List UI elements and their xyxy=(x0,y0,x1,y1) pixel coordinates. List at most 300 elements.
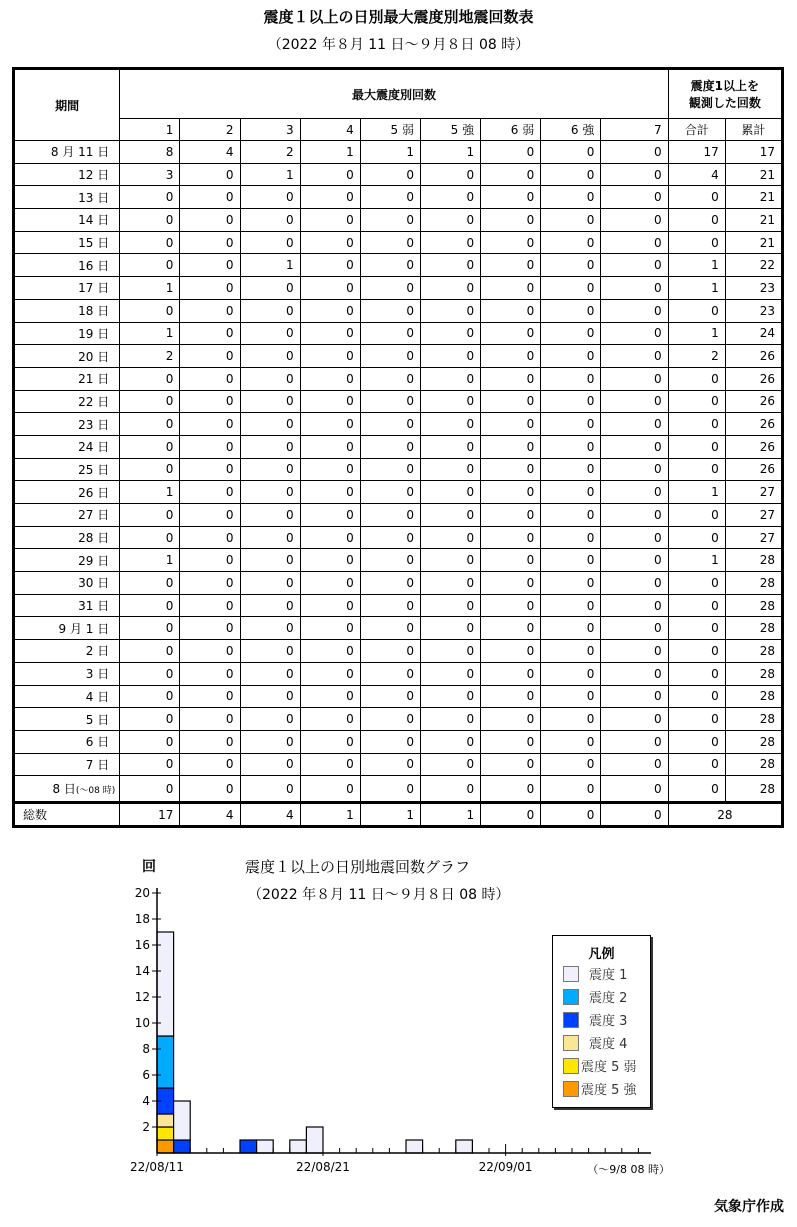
period-label: 12 日 xyxy=(78,168,110,183)
legend-label: 震度 2 xyxy=(589,991,628,1006)
period-label: 14 日 xyxy=(78,213,110,228)
period-cell xyxy=(14,753,120,776)
legend-label: 震度 1 xyxy=(589,968,628,983)
count-cell: 0 xyxy=(420,345,480,368)
bar-segment xyxy=(174,1140,191,1153)
count-cell: 0 xyxy=(300,209,360,232)
total-cell: 17 xyxy=(120,803,180,827)
period-label: 15 日 xyxy=(78,236,110,251)
period-cell xyxy=(14,458,120,481)
count-cell: 0 xyxy=(240,594,300,617)
legend-label: 震度 3 xyxy=(589,1014,628,1029)
count-cell: 0 xyxy=(180,299,240,322)
legend-label: 震度 5 弱 xyxy=(581,1060,637,1075)
count-cell: 0 xyxy=(120,594,180,617)
count-cell: 0 xyxy=(601,390,668,413)
count-cell: 0 xyxy=(420,186,480,209)
count-cell: 0 xyxy=(120,390,180,413)
count-cell: 0 xyxy=(300,345,360,368)
count-cell: 28 xyxy=(725,776,782,803)
period-cell xyxy=(14,299,120,322)
count-cell: 0 xyxy=(601,141,668,164)
column-header: 合計 xyxy=(668,119,725,141)
count-cell: 0 xyxy=(360,662,420,685)
count-cell: 0 xyxy=(601,299,668,322)
earthquake-count-table xyxy=(12,67,784,828)
bar-segment xyxy=(157,1127,174,1140)
chart-subtitle: （2022 年８月 11 日～９月８日 08 時） xyxy=(248,887,510,903)
count-cell: 28 xyxy=(725,594,782,617)
count-cell: 0 xyxy=(240,662,300,685)
count-cell: 0 xyxy=(541,640,601,663)
count-cell: 26 xyxy=(725,390,782,413)
count-cell: 0 xyxy=(668,753,725,776)
legend-item xyxy=(553,1077,650,1100)
period-label: 18 日 xyxy=(78,304,110,319)
svg-text:2: 2 xyxy=(142,1120,150,1134)
count-cell: 0 xyxy=(120,776,180,803)
bar-segment xyxy=(456,1140,473,1153)
count-cell: 21 xyxy=(725,163,782,186)
count-cell: 0 xyxy=(601,617,668,640)
count-cell: 0 xyxy=(120,526,180,549)
chart-title: 震度１以上の日別地震回数グラフ xyxy=(245,858,471,876)
svg-text:22/08/11: 22/08/11 xyxy=(130,1160,184,1174)
count-cell: 0 xyxy=(360,163,420,186)
count-cell: 0 xyxy=(668,685,725,708)
count-cell: 0 xyxy=(420,504,480,527)
count-cell: 0 xyxy=(601,345,668,368)
count-cell: 0 xyxy=(668,730,725,753)
count-cell: 0 xyxy=(420,435,480,458)
period-label: 17 日 xyxy=(78,281,110,296)
count-cell: 0 xyxy=(360,458,420,481)
count-cell: 0 xyxy=(601,776,668,803)
count-cell: 0 xyxy=(360,367,420,390)
count-cell: 0 xyxy=(668,640,725,663)
count-cell: 26 xyxy=(725,345,782,368)
count-cell: 0 xyxy=(420,390,480,413)
bar-segment xyxy=(157,1114,174,1127)
count-cell: 0 xyxy=(420,322,480,345)
count-cell: 0 xyxy=(120,413,180,436)
count-cell: 0 xyxy=(300,617,360,640)
count-cell: 0 xyxy=(240,526,300,549)
count-cell: 0 xyxy=(180,549,240,572)
count-cell: 0 xyxy=(240,299,300,322)
count-cell: 0 xyxy=(240,640,300,663)
count-cell: 0 xyxy=(420,413,480,436)
count-cell: 0 xyxy=(481,481,541,504)
count-cell: 1 xyxy=(360,141,420,164)
period-cell xyxy=(14,390,120,413)
count-cell: 0 xyxy=(180,413,240,436)
period-label: 6 日 xyxy=(85,735,110,750)
period-label: 9 月 1 日 xyxy=(58,621,110,636)
count-cell: 0 xyxy=(601,753,668,776)
table-header-row xyxy=(14,69,783,119)
count-cell: 0 xyxy=(300,662,360,685)
count-cell: 0 xyxy=(481,685,541,708)
count-cell: 28 xyxy=(725,572,782,595)
table-row xyxy=(14,458,783,481)
table-row xyxy=(14,549,783,572)
table-row xyxy=(14,186,783,209)
bar-segment xyxy=(240,1140,257,1153)
table-row xyxy=(14,481,783,504)
count-cell: 0 xyxy=(240,776,300,803)
count-cell: 0 xyxy=(120,708,180,731)
count-cell: 0 xyxy=(360,390,420,413)
count-cell: 28 xyxy=(725,662,782,685)
count-cell: 0 xyxy=(481,299,541,322)
count-cell: 0 xyxy=(420,662,480,685)
count-cell: 0 xyxy=(481,163,541,186)
count-cell: 0 xyxy=(541,526,601,549)
max-intensity-group-header: 最大震度別回数 xyxy=(120,69,668,119)
period-cell xyxy=(14,662,120,685)
count-cell: 0 xyxy=(120,209,180,232)
table-row xyxy=(14,163,783,186)
count-cell: 23 xyxy=(725,277,782,300)
count-cell: 28 xyxy=(725,549,782,572)
legend-label: 震度 4 xyxy=(589,1037,628,1052)
count-cell: 0 xyxy=(481,549,541,572)
legend-swatch-icon xyxy=(563,1081,579,1097)
y-axis-unit-label: 回 xyxy=(142,859,156,875)
count-cell: 0 xyxy=(300,367,360,390)
svg-text:16: 16 xyxy=(134,938,150,952)
period-cell xyxy=(14,413,120,436)
table-row xyxy=(14,504,783,527)
count-cell: 0 xyxy=(180,345,240,368)
table-row xyxy=(14,141,783,164)
count-cell: 0 xyxy=(541,594,601,617)
count-cell: 1 xyxy=(668,277,725,300)
count-cell: 1 xyxy=(420,141,480,164)
period-cell xyxy=(14,708,120,731)
period-label: 2 日 xyxy=(85,644,110,659)
count-cell: 28 xyxy=(725,753,782,776)
period-cell xyxy=(14,572,120,595)
count-cell: 0 xyxy=(120,254,180,277)
count-cell: 0 xyxy=(420,617,480,640)
period-cell xyxy=(14,345,120,368)
count-cell: 0 xyxy=(481,141,541,164)
count-cell: 0 xyxy=(601,277,668,300)
count-cell: 0 xyxy=(300,277,360,300)
count-cell: 0 xyxy=(541,322,601,345)
count-cell: 0 xyxy=(420,640,480,663)
count-cell: 0 xyxy=(541,435,601,458)
period-cell xyxy=(14,594,120,617)
count-cell: 0 xyxy=(240,186,300,209)
period-cell xyxy=(14,186,120,209)
period-label: 24 日 xyxy=(78,440,110,455)
count-cell: 0 xyxy=(541,549,601,572)
count-cell: 0 xyxy=(240,753,300,776)
table-row xyxy=(14,209,783,232)
count-cell: 0 xyxy=(420,549,480,572)
count-cell: 0 xyxy=(481,753,541,776)
count-cell: 0 xyxy=(601,231,668,254)
count-cell: 26 xyxy=(725,458,782,481)
count-cell: 0 xyxy=(120,572,180,595)
count-cell: 0 xyxy=(601,413,668,436)
count-cell: 0 xyxy=(180,458,240,481)
table-row xyxy=(14,367,783,390)
count-cell: 0 xyxy=(481,345,541,368)
count-cell: 21 xyxy=(725,209,782,232)
legend-swatch-icon xyxy=(563,989,579,1005)
count-cell: 0 xyxy=(360,640,420,663)
count-cell: 0 xyxy=(601,254,668,277)
count-cell: 0 xyxy=(420,367,480,390)
total-cell: 4 xyxy=(180,803,240,827)
svg-text:14: 14 xyxy=(134,964,150,978)
column-header: 5 弱 xyxy=(360,119,420,141)
count-cell: 0 xyxy=(601,685,668,708)
count-cell: 0 xyxy=(120,231,180,254)
count-cell: 0 xyxy=(300,458,360,481)
total-cell: 0 xyxy=(541,803,601,827)
count-cell: 0 xyxy=(180,209,240,232)
column-header: 6 強 xyxy=(541,119,601,141)
count-cell: 0 xyxy=(180,322,240,345)
count-cell: 0 xyxy=(601,594,668,617)
period-label: 31 日 xyxy=(78,599,110,614)
count-cell: 1 xyxy=(120,549,180,572)
count-cell: 0 xyxy=(360,231,420,254)
count-cell: 0 xyxy=(420,572,480,595)
count-cell: 1 xyxy=(300,141,360,164)
period-cell xyxy=(14,504,120,527)
totals-row xyxy=(14,803,783,827)
column-header: 4 xyxy=(300,119,360,141)
count-cell: 0 xyxy=(360,277,420,300)
svg-text:10: 10 xyxy=(134,1016,150,1030)
count-cell: 0 xyxy=(481,413,541,436)
count-cell: 0 xyxy=(481,594,541,617)
count-cell: 0 xyxy=(601,504,668,527)
count-cell: 0 xyxy=(360,753,420,776)
count-cell: 0 xyxy=(300,390,360,413)
count-cell: 0 xyxy=(120,662,180,685)
legend-swatch-icon xyxy=(563,1035,579,1051)
count-cell: 0 xyxy=(180,594,240,617)
count-cell: 0 xyxy=(668,390,725,413)
count-cell: 1 xyxy=(120,481,180,504)
count-cell: 0 xyxy=(180,662,240,685)
period-label: 5 日 xyxy=(85,712,110,727)
table-row xyxy=(14,526,783,549)
count-cell: 0 xyxy=(180,186,240,209)
count-cell: 0 xyxy=(360,617,420,640)
svg-text:（～9/8 08 時）: （～9/8 08 時） xyxy=(587,1163,670,1176)
legend-item xyxy=(553,1031,650,1054)
count-cell: 0 xyxy=(481,254,541,277)
table-row xyxy=(14,435,783,458)
count-cell: 0 xyxy=(300,549,360,572)
count-cell: 23 xyxy=(725,299,782,322)
table-row xyxy=(14,662,783,685)
count-cell: 0 xyxy=(481,730,541,753)
svg-text:22/09/01: 22/09/01 xyxy=(478,1160,533,1174)
count-cell: 0 xyxy=(180,753,240,776)
total-cell: 1 xyxy=(300,803,360,827)
table-row xyxy=(14,322,783,345)
table-row xyxy=(14,685,783,708)
observed-count-group-header xyxy=(668,69,782,119)
count-cell: 0 xyxy=(300,526,360,549)
count-cell: 0 xyxy=(300,322,360,345)
period-label: 7 日 xyxy=(85,757,110,772)
count-cell: 0 xyxy=(420,526,480,549)
count-cell: 0 xyxy=(481,504,541,527)
observed-header-line2: 観測した回数 xyxy=(688,96,761,110)
count-cell: 0 xyxy=(420,163,480,186)
count-cell: 0 xyxy=(420,776,480,803)
count-cell: 3 xyxy=(120,163,180,186)
count-cell: 0 xyxy=(601,186,668,209)
period-cell xyxy=(14,209,120,232)
count-cell: 0 xyxy=(481,209,541,232)
count-cell: 2 xyxy=(668,345,725,368)
count-cell: 0 xyxy=(360,572,420,595)
count-cell: 1 xyxy=(240,163,300,186)
count-cell: 0 xyxy=(420,458,480,481)
table-row xyxy=(14,640,783,663)
count-cell: 0 xyxy=(360,504,420,527)
count-cell: 0 xyxy=(668,299,725,322)
count-cell: 0 xyxy=(240,322,300,345)
count-cell: 0 xyxy=(668,458,725,481)
svg-text:20: 20 xyxy=(134,886,150,900)
count-cell: 0 xyxy=(541,231,601,254)
count-cell: 0 xyxy=(541,458,601,481)
count-cell: 0 xyxy=(360,685,420,708)
count-cell: 0 xyxy=(300,753,360,776)
count-cell: 0 xyxy=(300,708,360,731)
bar-segment xyxy=(306,1127,323,1153)
count-cell: 0 xyxy=(541,367,601,390)
count-cell: 0 xyxy=(180,367,240,390)
count-cell: 0 xyxy=(120,617,180,640)
table-row xyxy=(14,753,783,776)
count-cell: 0 xyxy=(420,685,480,708)
period-label: 26 日 xyxy=(78,485,110,500)
count-cell: 0 xyxy=(300,435,360,458)
period-cell xyxy=(14,163,120,186)
period-cell xyxy=(14,526,120,549)
count-cell: 0 xyxy=(240,435,300,458)
count-cell: 0 xyxy=(420,277,480,300)
count-cell: 0 xyxy=(240,708,300,731)
count-cell: 0 xyxy=(120,186,180,209)
count-cell: 0 xyxy=(420,708,480,731)
count-cell: 0 xyxy=(300,504,360,527)
count-cell: 0 xyxy=(360,186,420,209)
page-title: 震度１以上の日別最大震度別地震回数表 xyxy=(263,8,534,26)
count-cell: 0 xyxy=(420,254,480,277)
period-label: 4 日 xyxy=(85,689,110,704)
count-cell: 0 xyxy=(240,572,300,595)
legend-title: 凡例 xyxy=(588,947,615,962)
count-cell: 0 xyxy=(420,594,480,617)
period-label: 28 日 xyxy=(78,531,110,546)
count-cell: 0 xyxy=(180,685,240,708)
count-cell: 0 xyxy=(120,504,180,527)
period-label: 13 日 xyxy=(78,190,110,205)
count-cell: 0 xyxy=(360,708,420,731)
count-cell: 0 xyxy=(360,254,420,277)
period-label: 25 日 xyxy=(78,462,110,477)
count-cell: 0 xyxy=(541,662,601,685)
count-cell: 0 xyxy=(481,435,541,458)
count-cell: 0 xyxy=(601,367,668,390)
count-cell: 0 xyxy=(668,594,725,617)
period-cell xyxy=(14,617,120,640)
svg-text:12: 12 xyxy=(134,990,150,1004)
period-cell xyxy=(14,481,120,504)
period-label: 8 日 xyxy=(52,782,76,797)
count-cell: 0 xyxy=(420,231,480,254)
count-cell: 0 xyxy=(180,526,240,549)
count-cell: 0 xyxy=(240,549,300,572)
table-row xyxy=(14,776,783,803)
period-cell xyxy=(14,435,120,458)
count-cell: 0 xyxy=(668,231,725,254)
bar-segment xyxy=(406,1140,423,1153)
count-cell: 0 xyxy=(668,435,725,458)
count-cell: 0 xyxy=(420,753,480,776)
count-cell: 22 xyxy=(725,254,782,277)
count-cell: 28 xyxy=(725,708,782,731)
count-cell: 0 xyxy=(541,209,601,232)
bar-segment xyxy=(174,1101,191,1140)
count-cell: 0 xyxy=(601,481,668,504)
count-cell: 0 xyxy=(601,730,668,753)
count-cell: 0 xyxy=(240,345,300,368)
total-cell: 0 xyxy=(481,803,541,827)
count-cell: 0 xyxy=(180,481,240,504)
column-header: 2 xyxy=(180,119,240,141)
count-cell: 0 xyxy=(180,708,240,731)
svg-text:6: 6 xyxy=(142,1068,150,1082)
count-cell: 0 xyxy=(240,413,300,436)
svg-text:4: 4 xyxy=(142,1094,150,1108)
column-header: 5 強 xyxy=(420,119,480,141)
count-cell: 0 xyxy=(541,730,601,753)
table-row xyxy=(14,413,783,436)
count-cell: 0 xyxy=(240,617,300,640)
count-cell: 0 xyxy=(360,549,420,572)
count-cell: 0 xyxy=(360,299,420,322)
table-row xyxy=(14,390,783,413)
table-column-header-row xyxy=(14,119,783,141)
footer-credit: 気象庁作成 xyxy=(714,1199,784,1215)
total-cell: 4 xyxy=(240,803,300,827)
count-cell: 0 xyxy=(180,730,240,753)
bar-segment xyxy=(290,1140,307,1153)
count-cell: 0 xyxy=(180,277,240,300)
count-cell: 17 xyxy=(725,141,782,164)
count-cell: 0 xyxy=(668,617,725,640)
count-cell: 0 xyxy=(240,367,300,390)
count-cell: 0 xyxy=(481,572,541,595)
legend-item xyxy=(553,1008,650,1031)
table-row xyxy=(14,730,783,753)
